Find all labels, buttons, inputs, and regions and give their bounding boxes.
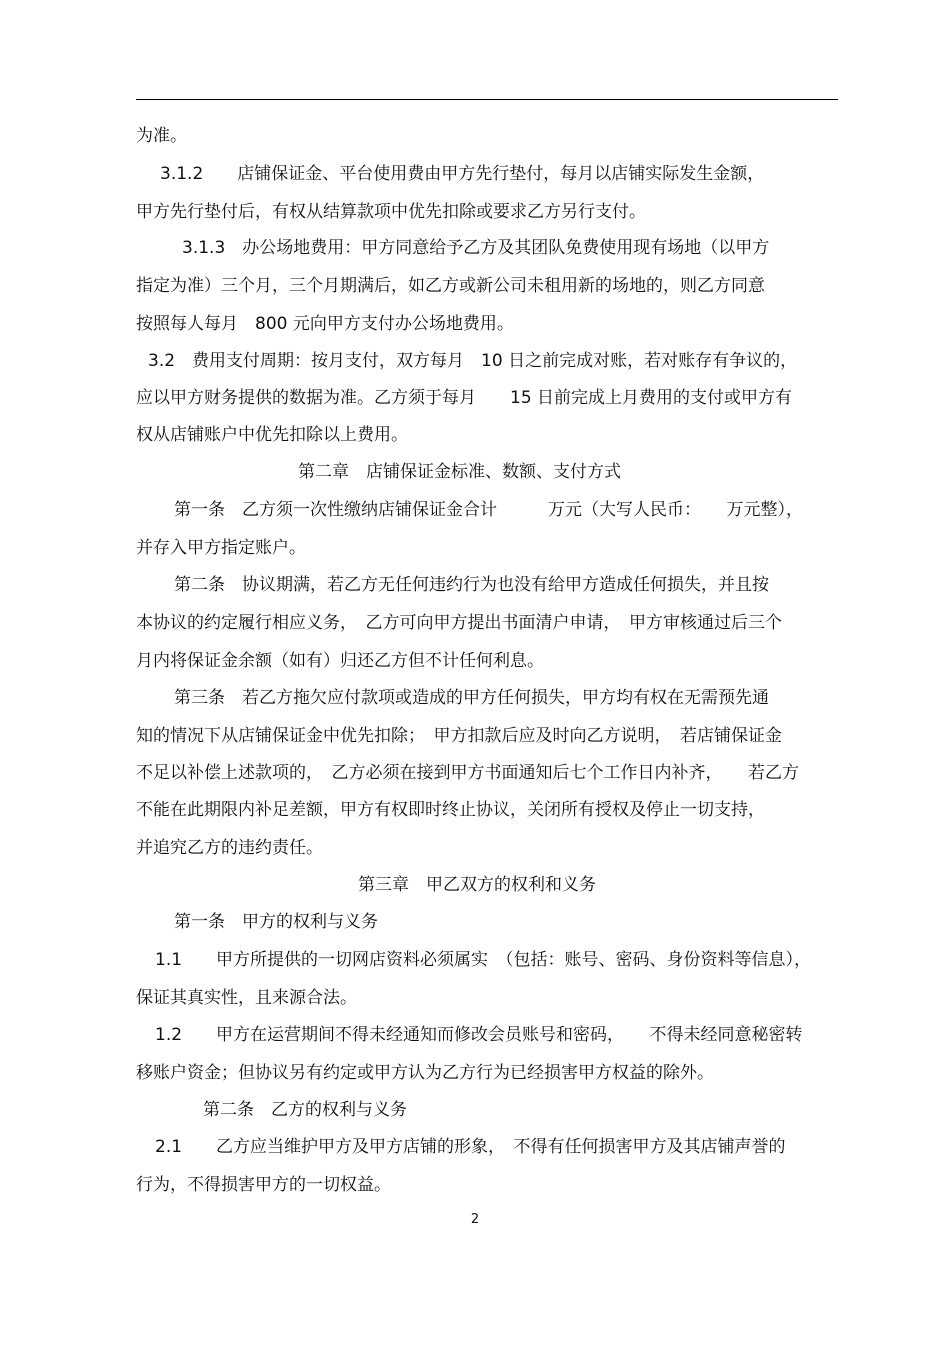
text-line: 保证其真实性，且来源合法。 <box>136 988 357 1008</box>
text-line: 应以甲方财务提供的数据为准。乙方须于每月 15 日前完成上月费用的支付或甲方有 <box>136 388 793 408</box>
text-line: 2.1 乙方应当维护甲方及甲方店铺的形象， 不得有任何损害甲方及其店铺声誉的 <box>155 1137 786 1157</box>
text-line: 本协议的约定履行相应义务， 乙方可向甲方提出书面清户申请， 甲方审核通过后三个 <box>136 613 782 633</box>
text-line: 1.1 甲方所提供的一切网店资料必须属实 （包括：账号、密码、身份资料等信息）， <box>155 950 812 970</box>
text-line: 为准。 <box>136 126 187 146</box>
page-number: 2 <box>470 1212 480 1227</box>
text-line: 3.1.2 店铺保证金、平台使用费由甲方先行垫付，每月以店铺实际发生金额， <box>160 164 765 184</box>
text-line: 第二条 协议期满，若乙方无任何违约行为也没有给甲方造成任何损失，并且按 <box>174 575 769 595</box>
text-line: 不能在此期限内补足差额，甲方有权即时终止协议，关闭所有授权及停止一切支持， <box>136 800 765 820</box>
text-line: 并追究乙方的违约责任。 <box>136 838 323 858</box>
text-line: 第一条 乙方须一次性缴纳店铺保证金合计 万元（大写人民币： 万元整）， <box>174 500 803 520</box>
article-heading: 第二条 乙方的权利与义务 <box>203 1100 407 1120</box>
text-line: 并存入甲方指定账户。 <box>136 538 306 558</box>
text-line: 行为，不得损害甲方的一切权益。 <box>136 1175 391 1195</box>
chapter-heading: 第三章 甲乙双方的权利和义务 <box>358 875 596 895</box>
text-line: 第三条 若乙方拖欠应付款项或造成的甲方任何损失，甲方均有权在无需预先通 <box>174 688 769 708</box>
text-line: 甲方先行垫付后，有权从结算款项中优先扣除或要求乙方另行支付。 <box>136 202 646 222</box>
text-line: 月内将保证金余额（如有）归还乙方但不计任何利息。 <box>136 651 544 671</box>
text-line: 指定为准）三个月，三个月期满后，如乙方或新公司未租用新的场地的，则乙方同意 <box>136 276 765 296</box>
article-heading: 第一条 甲方的权利与义务 <box>174 912 378 932</box>
header-rule <box>136 99 838 100</box>
text-line: 3.2 费用支付周期：按月支付，双方每月 10 日之前完成对账，若对账存有争议的， <box>148 351 798 371</box>
text-line: 移账户资金；但协议另有约定或甲方认为乙方行为已经损害甲方权益的除外。 <box>136 1063 714 1083</box>
text-line: 不足以补偿上述款项的， 乙方必须在接到甲方书面通知后七个工作日内补齐， 若乙方 <box>136 763 799 783</box>
text-line: 1.2 甲方在运营期间不得未经通知而修改会员账号和密码， 不得未经同意秘密转 <box>155 1025 803 1045</box>
text-line: 3.1.3 办公场地费用：甲方同意给予乙方及其团队免费使用现有场地（以甲方 <box>182 238 770 258</box>
text-line: 按照每人每月 800 元向甲方支付办公场地费用。 <box>136 314 514 334</box>
chapter-heading: 第二章 店铺保证金标准、数额、支付方式 <box>298 462 621 482</box>
text-line: 知的情况下从店铺保证金中优先扣除； 甲方扣款后应及时向乙方说明， 若店铺保证金 <box>136 726 782 746</box>
text-line: 权从店铺账户中优先扣除以上费用。 <box>136 425 408 445</box>
